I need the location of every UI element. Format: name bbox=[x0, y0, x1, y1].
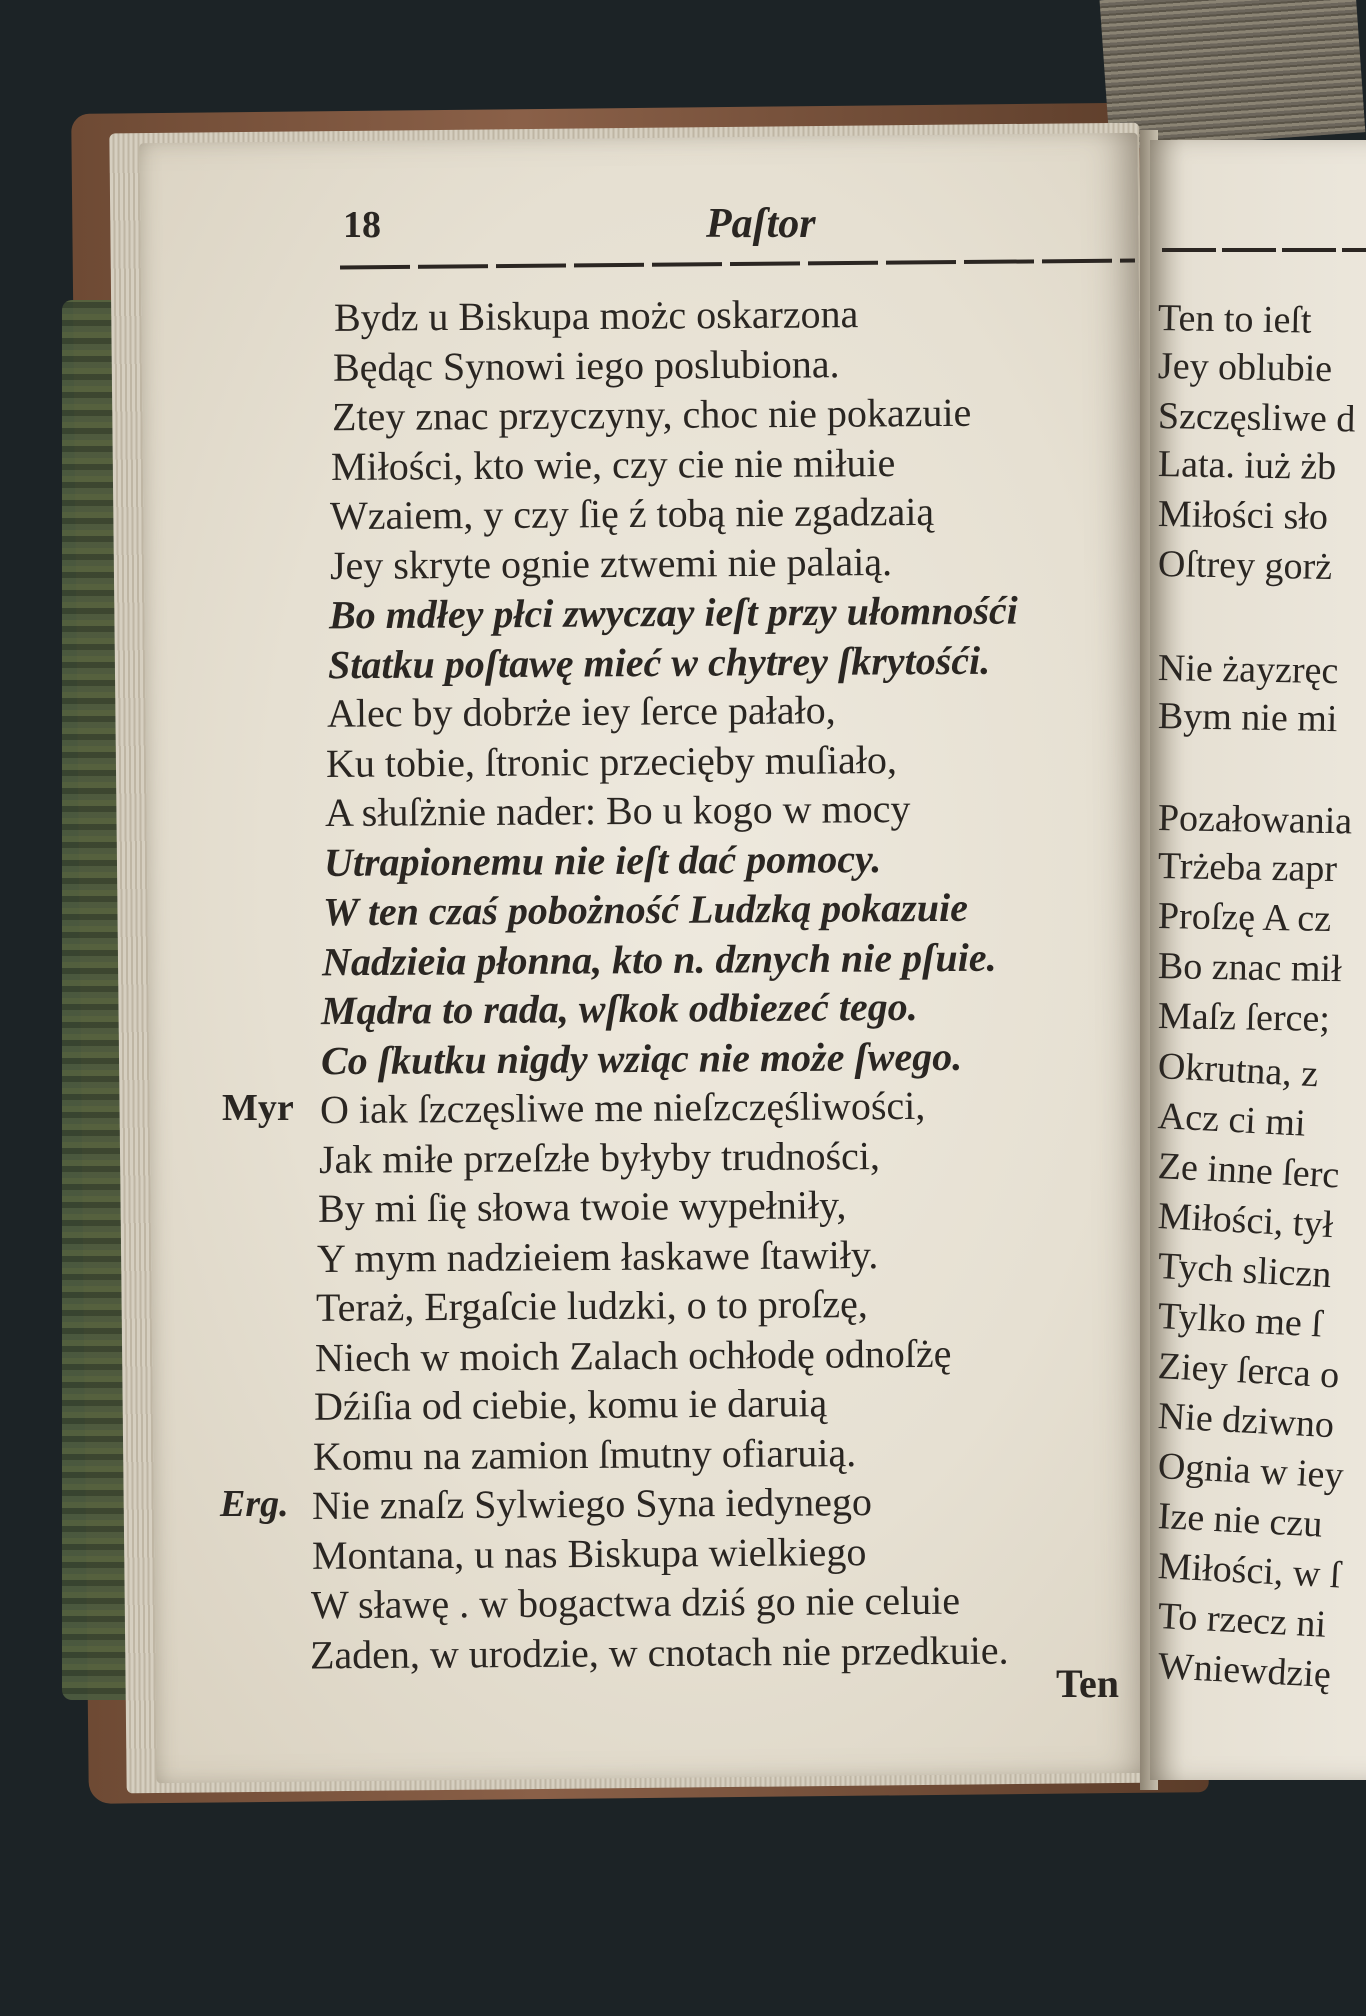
verse-line: Bydz u Biskupa możc oskarzona bbox=[333, 291, 859, 340]
verse-line: W ten czaś pobożność Ludzką pokazuie bbox=[323, 884, 969, 935]
speaker-label: Myr bbox=[222, 1087, 294, 1129]
right-page-line: Wniewdzię bbox=[1156, 1645, 1332, 1697]
verse-line: Montana, u nas Biskupa wielkiego bbox=[311, 1528, 867, 1578]
verse-text bbox=[0, 292, 1150, 1752]
verse-line: Jey skryte ognie ztwemi nie palaią. bbox=[329, 538, 892, 588]
verse-line: W sławę . w bogactwa dziś go nie celuie bbox=[310, 1577, 960, 1628]
verse-line: Bo mdłey płci zwyczay ieſt przy ułomnośći bbox=[328, 587, 1018, 638]
right-page-line: Szczęsliwe d bbox=[1157, 395, 1356, 441]
verse-line: Alec by dobrże iey ſerce pałało, bbox=[326, 687, 836, 736]
verse-line: Niech w moich Zalach ochłodę odnoſżę bbox=[314, 1330, 952, 1380]
verse-line: Co ſkutku nigdy wziąc nie może ſwego. bbox=[320, 1033, 962, 1083]
right-page-line: To rzecz ni bbox=[1156, 1595, 1328, 1646]
verse-line: Jak miłe przeſzłe byłyby trudności, bbox=[318, 1132, 880, 1182]
right-page-line: Bo znac mił bbox=[1157, 945, 1342, 991]
right-page-line: Acz ci mi bbox=[1156, 1095, 1307, 1145]
right-page-line: Miłości sło bbox=[1157, 493, 1329, 538]
verse-line: Będąc Synowi iego poslubiona. bbox=[332, 340, 840, 390]
verse-line: O iak ſzczęsliwe me nieſzczęśliwości, bbox=[319, 1082, 926, 1133]
verse-line: Statku poſtawę mieć w chytrey ſkrytośći. bbox=[327, 637, 990, 687]
right-page-line: Maſz ſerce; bbox=[1157, 995, 1331, 1040]
verse-line: Zaden, w urodzie, w cnotach nie przedkuie. bbox=[309, 1627, 1009, 1677]
verse-line: Wzaiem, y czy ſię ź tobą nie zgadzaią bbox=[330, 488, 935, 539]
right-page-line: Miłości, w ſ bbox=[1156, 1545, 1342, 1597]
right-page-line: Ten to ieſt bbox=[1157, 297, 1312, 342]
catchword: Ten bbox=[1056, 1661, 1120, 1706]
speaker-label: Erg. bbox=[220, 1483, 289, 1525]
right-page-line: Okrutna, z bbox=[1156, 1045, 1320, 1096]
right-page-line: Ognia w iey bbox=[1156, 1445, 1345, 1497]
verse-line: Ku tobie, ſtronic przecięby muſiało, bbox=[325, 736, 897, 786]
right-page-line: Tych sliczn bbox=[1156, 1245, 1333, 1297]
right-page-line: Trżeba zapr bbox=[1157, 845, 1338, 891]
verse-line: Ztey znac przyczyny, choc nie pokazuie bbox=[332, 389, 972, 440]
page-block-top-edge bbox=[1100, 0, 1366, 150]
verse-line: Teraż, Ergaſcie ludzki, o to proſzę, bbox=[315, 1281, 868, 1330]
right-page-line: Tylko me ſ bbox=[1156, 1295, 1323, 1346]
verse-line: Miłości, kto wie, czy cie nie miłuie bbox=[331, 439, 896, 489]
verse-line: A słuſżnie nader: Bo u kogo w mocy bbox=[324, 785, 911, 836]
right-page-line: Miłości, tył bbox=[1156, 1195, 1335, 1247]
right-page-line: Lata. iuż żb bbox=[1157, 443, 1337, 489]
verse-line: Nie znaſz Sylwiego Syna iedynego bbox=[312, 1479, 873, 1528]
right-page-line: Proſzę A cz bbox=[1157, 895, 1332, 941]
verse-line: Y mym nadzieiem łaskawe ſtawiły. bbox=[316, 1231, 879, 1281]
right-page-line: Nie dziwno bbox=[1156, 1395, 1336, 1447]
right-header-rule bbox=[1162, 248, 1366, 252]
verse-line: Komu na zamion ſmutny ofiaruią. bbox=[313, 1429, 857, 1479]
running-head: Paſtor bbox=[706, 201, 816, 247]
right-page-line: Nie żayzręc bbox=[1157, 647, 1339, 693]
verse-line: Dźiſia od ciebie, komu ie daruią bbox=[314, 1380, 828, 1429]
right-page-line: Ize nie czu bbox=[1156, 1495, 1324, 1546]
verse-line: By mi ſię słowa twoie wypełniły, bbox=[317, 1182, 847, 1231]
right-page-line: Bym nie mi bbox=[1157, 695, 1338, 741]
verse-line: Mądra to rada, wſkok odbiezeć tego. bbox=[321, 983, 919, 1034]
right-page-line: Pozałowania bbox=[1157, 797, 1353, 843]
page-number: 18 bbox=[343, 204, 381, 246]
verse-line: Nadzieia płonna, kto n. dznych nie pſuie. bbox=[322, 934, 997, 984]
right-page-line: Ze inne ſerc bbox=[1156, 1145, 1341, 1197]
right-page-line: Oſtrey gorż bbox=[1157, 543, 1333, 589]
right-page-line: Jey oblubie bbox=[1157, 345, 1333, 391]
verse-line: Utrapionemu nie ieſt dać pomocy. bbox=[323, 835, 882, 885]
right-page-line: Ziey ſerca o bbox=[1156, 1345, 1341, 1397]
